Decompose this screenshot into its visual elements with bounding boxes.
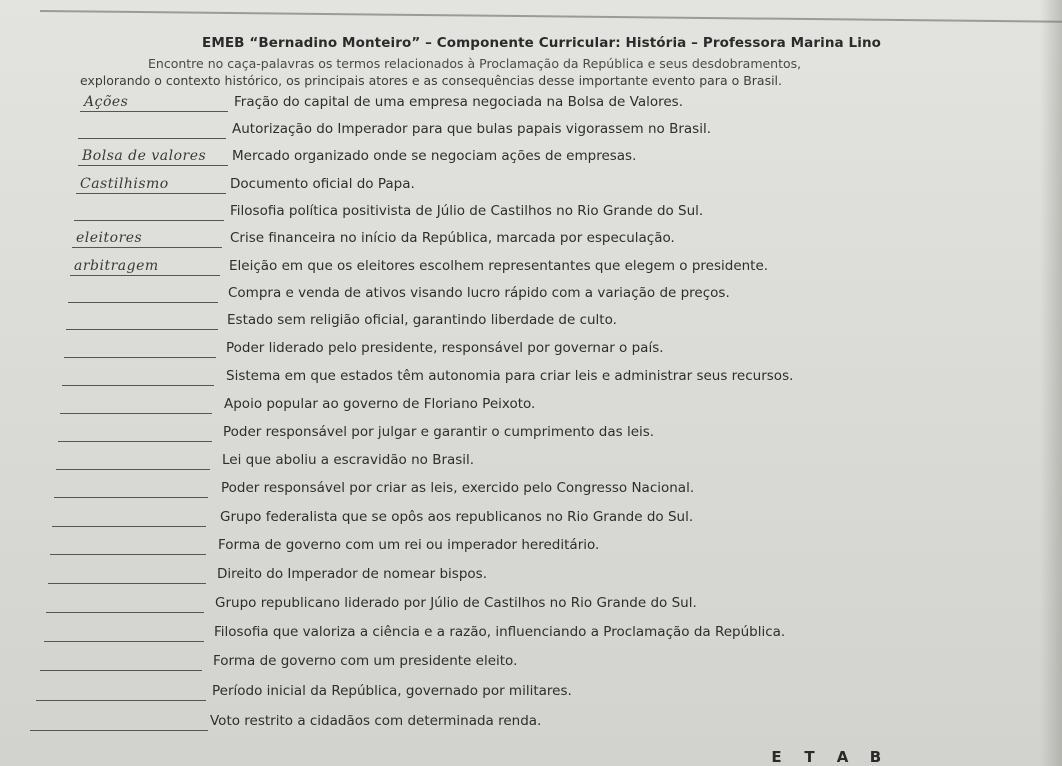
definition-row <box>68 279 996 303</box>
answer-blank[interactable] <box>30 710 208 731</box>
definition-text: Forma de governo com um rei ou imperador hereditário. <box>218 537 600 553</box>
definition-text: Sistema em que estados têm autonomia para criar leis e administrar seus recursos. <box>226 368 794 384</box>
definition-row <box>60 390 984 414</box>
definition-row <box>76 170 1006 194</box>
answer-blank[interactable] <box>64 337 216 358</box>
definition-text: Fração do capital de uma empresa negociada na Bolsa de Valores. <box>234 94 683 110</box>
definition-text: Período inicial da República, governado por militares. <box>212 683 572 699</box>
definition-text: Filosofia que valoriza a ciência e a razão, influenciando a Proclamação da República. <box>214 624 786 640</box>
definition-row <box>48 560 965 584</box>
definition-text: Estado sem religião oficial, garantindo liberdade de culto. <box>227 312 617 328</box>
definition-row <box>72 224 1002 248</box>
definition-text: Direito do Imperador de nomear bispos. <box>217 566 487 582</box>
definition-text: Autorização do Imperador para que bulas papais vigorassem no Brasil. <box>232 121 712 137</box>
handwritten-answer: Bolsa de valores <box>82 148 207 164</box>
definition-row <box>80 88 1014 112</box>
definition-text: Eleição em que os eleitores escolhem representantes que elegem o presidente. <box>229 258 769 274</box>
handwritten-answer: Ações <box>84 94 129 110</box>
definition-row <box>78 142 1010 166</box>
answer-blank[interactable] <box>40 650 202 671</box>
answer-blank[interactable] <box>52 506 206 527</box>
definition-row <box>30 707 940 731</box>
definition-row <box>78 115 1010 139</box>
worksheet-title: EMEB “Bernadino Monteiro” – Componente Curricular: História – Professora Marina Lino <box>202 35 882 51</box>
answer-blank[interactable] <box>68 282 218 303</box>
answer-blank[interactable] <box>44 621 204 642</box>
definition-text: Crise financeira no início da República, marcada por especulação. <box>230 230 675 246</box>
definition-text: Grupo republicano liderado por Júlio de Castilhos no Rio Grande do Sul. <box>215 595 697 611</box>
definition-text: Lei que aboliu a escravidão no Brasil. <box>222 452 475 468</box>
word-search-grid-partial <box>760 748 892 766</box>
definition-row <box>74 197 1004 221</box>
definition-row <box>70 252 999 276</box>
definition-text: Documento oficial do Papa. <box>230 176 415 192</box>
grid-letter: E <box>771 748 782 766</box>
definition-row <box>58 418 981 442</box>
definition-text: Filosofia política positivista de Júlio de Castilhos no Rio Grande do Sul. <box>230 203 704 219</box>
definition-row <box>36 677 948 701</box>
definition-row <box>62 362 988 386</box>
answer-blank[interactable] <box>74 200 224 221</box>
definition-text: Mercado organizado onde se negociam ações de empresas. <box>232 148 637 164</box>
answer-blank[interactable] <box>36 680 206 701</box>
definition-text: Grupo federalista que se opôs aos republicanos no Rio Grande do Sul. <box>220 509 694 525</box>
definition-text: Poder liderado pelo presidente, responsável por governar o país. <box>226 340 664 356</box>
grid-letter: T <box>804 748 815 766</box>
definition-text: Poder responsável por julgar e garantir o cumprimento das leis. <box>223 424 655 440</box>
answer-blank[interactable] <box>70 255 220 276</box>
answer-blank[interactable] <box>78 118 226 139</box>
definition-row <box>54 474 975 498</box>
definition-text: Forma de governo com um presidente eleito. <box>213 653 518 669</box>
definition-row <box>44 618 958 642</box>
definition-row <box>56 446 978 470</box>
definition-row <box>64 334 990 358</box>
definition-row <box>46 589 961 613</box>
answer-blank[interactable] <box>60 393 212 414</box>
answer-blank[interactable] <box>72 227 222 248</box>
instruction-line-1: Encontre no caça-palavras os termos relacionados à Proclamação da República e seus desdobramentos, <box>148 56 802 71</box>
handwritten-answer: eleitores <box>76 230 143 246</box>
definition-row <box>66 306 993 330</box>
answer-blank[interactable] <box>46 592 204 613</box>
grid-letter: A <box>836 748 849 766</box>
definition-row <box>40 647 953 671</box>
definition-text: Voto restrito a cidadãos com determinada renda. <box>210 713 542 729</box>
answer-blank[interactable] <box>76 173 226 194</box>
answer-blank[interactable] <box>56 449 210 470</box>
answer-blank[interactable] <box>62 365 214 386</box>
answer-blank[interactable] <box>66 309 218 330</box>
instruction-line-2: explorando o contexto histórico, os principais atores e as consequências desse importante evento para o Brasil. <box>80 73 783 88</box>
answer-blank[interactable] <box>54 477 208 498</box>
answer-blank[interactable] <box>78 145 228 166</box>
answer-blank[interactable] <box>48 563 206 584</box>
answer-blank[interactable] <box>80 91 228 112</box>
definition-row <box>50 531 968 555</box>
definition-text: Compra e venda de ativos visando lucro rápido com a variação de preços. <box>228 285 730 301</box>
definition-text: Apoio popular ao governo de Floriano Peixoto. <box>224 396 536 412</box>
definition-row <box>52 503 972 527</box>
answer-blank[interactable] <box>58 421 212 442</box>
handwritten-answer: Castilhismo <box>80 176 169 192</box>
definition-text: Poder responsável por criar as leis, exercido pelo Congresso Nacional. <box>221 480 695 496</box>
grid-letter: B <box>869 748 882 766</box>
handwritten-answer: arbitragem <box>74 258 159 274</box>
answer-blank[interactable] <box>50 534 206 555</box>
